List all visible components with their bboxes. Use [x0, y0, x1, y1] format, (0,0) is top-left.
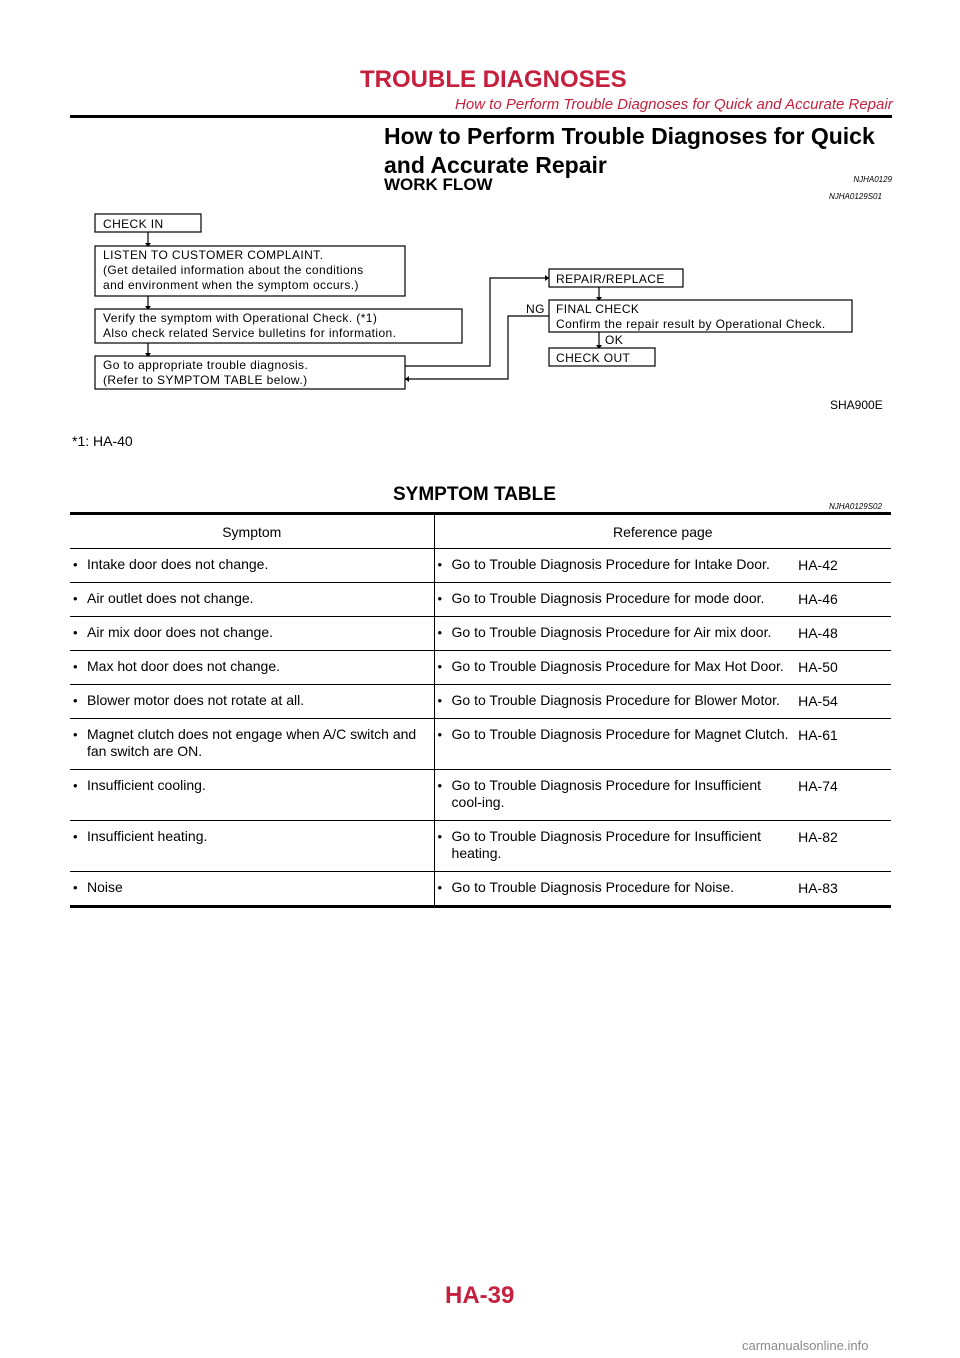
procedure-text: Go to Trouble Diagnosis Procedure for Insufficient cool-ing. [451, 777, 762, 810]
reference-page: HA-82 [798, 829, 838, 845]
procedure-cell [434, 651, 798, 685]
bullet-icon: • [437, 659, 443, 674]
page-cell [798, 719, 891, 770]
symptom-text: Air outlet does not change. [87, 590, 254, 606]
symptom-text: Noise [87, 879, 123, 895]
listen-line2: (Get detailed information about the conditions [103, 263, 364, 277]
work-flow-code: NJHA0129S01 [829, 192, 882, 201]
procedure-text: Go to Trouble Diagnosis Procedure for Noise. [451, 879, 735, 895]
final-check-line2: Confirm the repair result by Operational Check. [556, 317, 826, 331]
procedure-cell [434, 617, 798, 651]
reference-page: HA-50 [798, 659, 838, 675]
symptom-cell [70, 872, 434, 907]
table-row [70, 549, 891, 583]
table-row [70, 651, 891, 685]
repair-label: REPAIR/REPLACE [556, 272, 665, 286]
table-row [70, 685, 891, 719]
reference-page: HA-46 [798, 591, 838, 607]
procedure-text: Go to Trouble Diagnosis Procedure for Blower Motor. [451, 692, 780, 708]
bullet-icon: • [73, 591, 78, 606]
section-title-line2: and Accurate Repair [384, 152, 607, 178]
listen-line1: LISTEN TO CUSTOMER COMPLAINT. [103, 248, 324, 262]
symptom-table-code: NJHA0129S02 [829, 502, 882, 511]
final-check-line1: FINAL CHECK [556, 302, 640, 316]
page-cell [798, 872, 891, 907]
bullet-icon: • [73, 829, 78, 844]
footnote: *1: HA-40 [72, 433, 133, 449]
goto-line2: (Refer to SYMPTOM TABLE below.) [103, 373, 308, 387]
header-symptom: Symptom [70, 514, 434, 549]
procedure-cell [434, 719, 798, 770]
symptom-table-title: SYMPTOM TABLE [393, 484, 556, 505]
verify-line2: Also check related Service bulletins for information. [103, 326, 397, 340]
procedure-cell [434, 872, 798, 907]
section-title-line1: How to Perform Trouble Diagnoses for Quick [384, 123, 875, 149]
bullet-icon: • [437, 557, 443, 572]
page-cell [798, 821, 891, 872]
bullet-icon: • [73, 625, 78, 640]
ok-label: OK [605, 333, 624, 347]
procedure-cell [434, 583, 798, 617]
symptom-text: Insufficient heating. [87, 828, 208, 844]
bullet-icon: • [437, 625, 443, 640]
procedure-text: Go to Trouble Diagnosis Procedure for Insufficient heating. [451, 828, 762, 861]
bullet-icon: • [73, 727, 78, 742]
bullet-icon: • [73, 778, 78, 793]
reference-page: HA-61 [798, 727, 838, 743]
listen-line3: and environment when the symptom occurs.) [103, 278, 359, 292]
bullet-icon: • [73, 557, 78, 572]
bullet-icon: • [437, 778, 443, 793]
figure-code: SHA900E [830, 398, 883, 412]
bullet-icon: • [437, 693, 443, 708]
symptom-text: Magnet clutch does not engage when A/C switch and fan switch are ON. [87, 726, 417, 759]
bullet-icon: • [437, 727, 443, 742]
symptom-cell [70, 549, 434, 583]
ng-label: NG [526, 302, 545, 316]
bullet-icon: • [73, 659, 78, 674]
table-row [70, 770, 891, 821]
symptom-cell [70, 617, 434, 651]
table-header-row [70, 514, 891, 549]
ng-loop-connector [405, 316, 549, 379]
procedure-text: Go to Trouble Diagnosis Procedure for Intake Door. [451, 556, 770, 572]
table-row [70, 617, 891, 651]
page-cell [798, 770, 891, 821]
page-cell [798, 549, 891, 583]
reference-page: HA-74 [798, 778, 838, 794]
page-cell [798, 685, 891, 719]
procedure-text: Go to Trouble Diagnosis Procedure for Max Hot Door. [451, 658, 784, 674]
verify-line1: Verify the symptom with Operational Check. (*1) [103, 311, 378, 325]
page-number: HA-39 [445, 1282, 515, 1309]
symptom-text: Air mix door does not change. [87, 624, 273, 640]
table-row [70, 719, 891, 770]
symptom-cell [70, 651, 434, 685]
page-cell [798, 583, 891, 617]
flow-connector [405, 278, 549, 366]
procedure-text: Go to Trouble Diagnosis Procedure for mode door. [451, 590, 765, 606]
symptom-text: Blower motor does not rotate at all. [87, 692, 305, 708]
bullet-icon: • [437, 591, 443, 606]
work-flow-diagram [0, 0, 960, 400]
reference-page: HA-48 [798, 625, 838, 641]
symptom-cell [70, 821, 434, 872]
page-cell [798, 651, 891, 685]
symptom-text: Intake door does not change. [87, 556, 269, 572]
work-flow-title: WORK FLOW [384, 175, 493, 194]
reference-page: HA-54 [798, 693, 838, 709]
bullet-icon: • [73, 880, 78, 895]
header-reference: Reference page [612, 523, 713, 540]
section-code: NJHA0129 [853, 175, 892, 184]
check-in-label: CHECK IN [103, 217, 164, 231]
symptom-cell [70, 583, 434, 617]
page-cell [798, 617, 891, 651]
bullet-icon: • [437, 880, 443, 895]
reference-page: HA-83 [798, 880, 838, 896]
running-header-title: TROUBLE DIAGNOSES [360, 66, 627, 93]
check-out-label: CHECK OUT [556, 351, 631, 365]
symptom-cell [70, 719, 434, 770]
procedure-cell [434, 549, 798, 583]
bullet-icon: • [437, 829, 443, 844]
watermark-footer: carmanualsonline.info [742, 1338, 869, 1353]
procedure-cell [434, 685, 798, 719]
goto-line1: Go to appropriate trouble diagnosis. [103, 358, 309, 372]
procedure-cell [434, 821, 798, 872]
running-header-subtitle: How to Perform Trouble Diagnoses for Quick and Accurate Repair [455, 96, 893, 113]
table-row [70, 821, 891, 872]
procedure-cell [434, 770, 798, 821]
reference-page: HA-42 [798, 557, 838, 573]
procedure-text: Go to Trouble Diagnosis Procedure for Air mix door. [451, 624, 772, 640]
symptom-table [70, 512, 891, 908]
table-row [70, 872, 891, 907]
symptom-cell [70, 685, 434, 719]
procedure-text: Go to Trouble Diagnosis Procedure for Magnet Clutch. [451, 726, 789, 742]
bullet-icon: • [73, 693, 78, 708]
symptom-text: Insufficient cooling. [87, 777, 206, 793]
table-row [70, 583, 891, 617]
symptom-text: Max hot door does not change. [87, 658, 281, 674]
symptom-cell [70, 770, 434, 821]
